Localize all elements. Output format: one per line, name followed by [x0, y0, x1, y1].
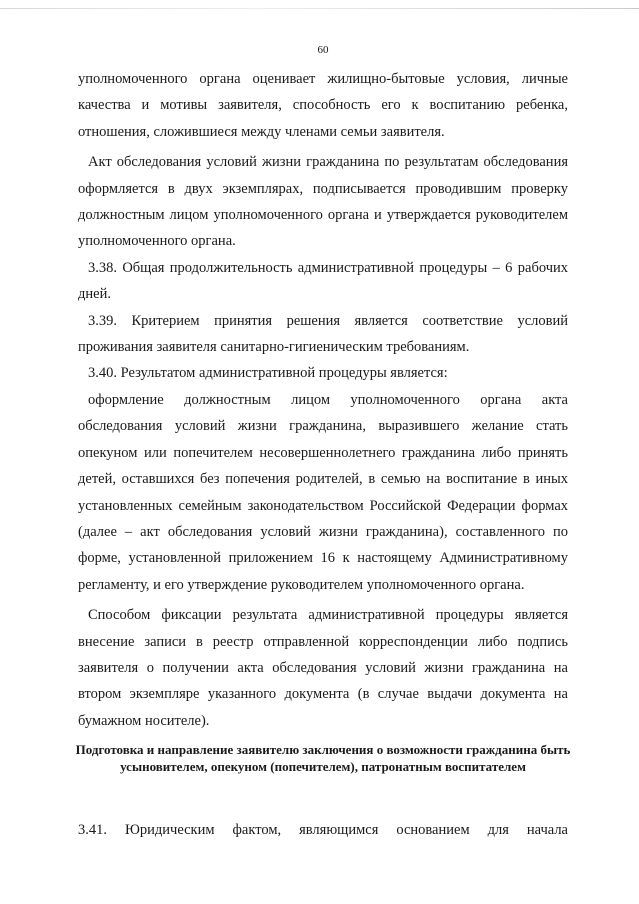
paragraph-4: 3.39. Критерием принятия решения является соответствие условий проживания заявителя санитарно-гигиеническим требованиям.: [78, 312, 568, 356]
paragraph-2: Акт обследования условий жизни гражданина по результатам обследования оформляется в двух экземплярах, подписывается проводившим проверку должностным лицом уполномоченного органа и утверждается руководителем уполномоченного органа.: [78, 154, 568, 250]
body-text: [78, 66, 568, 734]
paragraph-1: уполномоченного органа оценивает жилищно-бытовые условия, личные качества и мотивы заявителя, способность его к воспитанию ребенка, отношения, сложившиеся между членами семьи заявителя.: [78, 71, 568, 140]
scan-edge-line: [0, 8, 639, 9]
paragraph-8-start: 3.41. Юридическим фактом, являющимся основанием для начала: [78, 822, 568, 838]
paragraph-5: 3.40. Результатом административной процедуры является:: [88, 365, 448, 382]
paragraph-6: оформление должностным лицом уполномоченного органа акта обследования условий жизни гражданина, выразившего желание стать опекуном или попечителем несовершеннолетнего гражданина либо принять детей, оставшихся без попечения родителей, в семью на воспитание в иных установленных семейным законодательством Российской Федерации формах (далее – акт обследования условий жизни гражданина), составленного по форме, установленной приложением 16 к настоящему Административному регламенту, и его утверждение руководителем уполномоченного органа.: [78, 391, 568, 593]
page-number: 60: [317, 44, 329, 56]
paragraph-7: Способом фиксации результата административной процедуры является внесение записи в реестр отправленной корреспонденции либо подпись заявителя о получении акта обследования условий жизни гражданина на втором экземпляре указанного документа (в случае выдачи документа на бумажном носителе).: [78, 607, 568, 729]
paragraph-3: 3.38. Общая продолжительность административной процедуры – 6 рабочих дней.: [78, 259, 568, 303]
section-heading: Подготовка и направление заявителю заключения о возможности гражданина быть усыновителем, опекуном (попечителем), патронатным воспитателем: [75, 742, 571, 774]
